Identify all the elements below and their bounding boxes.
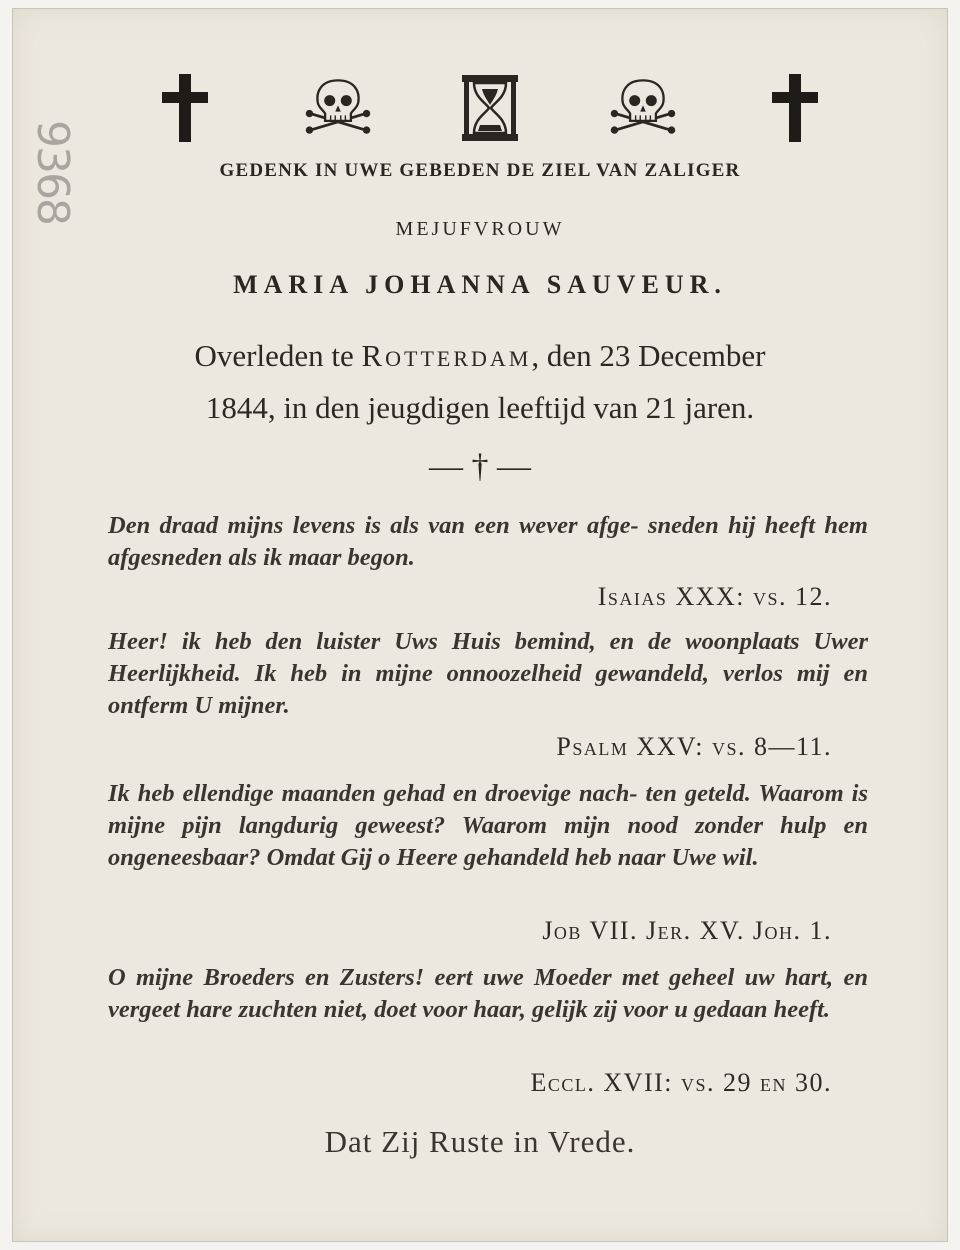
quote-reference: Eccl. XVII: vs. 29 en 30. <box>530 1068 832 1097</box>
skull-crossbones-icon <box>303 73 373 143</box>
pencil-margin-note: 9368 <box>27 120 78 224</box>
quote-text: Ik heb ellendige maanden gehad en droevige nach- ten geteld. Waarom is mijne pijn langdurig geweest? Waarom mijn nood zonder hulp en ongeneesbaar? Omdat Gij o Heere gehandeld heb naar Uwe wil. <box>108 780 868 871</box>
quote-text: Heer! ik heb den luister Uws Huis bemind, en de woonplaats Uwer Heerlijkheid. Ik heb in mijne onnoozelheid gewandeld, verlos mij en ontferm U mijner. <box>108 628 868 719</box>
quote-reference: Isaias XXX: vs. 12. <box>597 582 832 611</box>
deceased-name: MARIA JOHANNA SAUVEUR. <box>233 270 727 299</box>
closing-blessing: Dat Zij Ruste in Vrede. <box>324 1124 636 1159</box>
quote-reference: Psalm XXV: vs. 8—11. <box>556 732 832 761</box>
skull-crossbones-icon <box>608 73 678 143</box>
quote-text: Den draad mijns levens is als van een wever afge- sneden hij heeft hem afgesneden als ik maar begon. <box>108 512 868 571</box>
hourglass-icon <box>455 73 525 143</box>
cross-divider: — † — <box>429 448 531 485</box>
death-notice-line-2: 1844, in den jeugdigen leeftijd van 21 jaren. <box>205 390 755 425</box>
cross-icon <box>760 73 830 143</box>
death-city: Rotterdam <box>361 338 532 373</box>
remember-line: GEDENK IN UWE GEBEDEN DE ZIEL VAN ZALIGER <box>219 160 741 181</box>
death-notice-line-1: Overleden te Rotterdam, den 23 December <box>194 338 766 373</box>
quote-reference: Job VII. Jer. XV. Joh. 1. <box>542 916 832 945</box>
memorial-card <box>12 8 948 1242</box>
mourning-symbols-row <box>150 68 830 148</box>
honorific-title: MEJUFVROUW <box>395 218 565 240</box>
quote-text: O mijne Broeders en Zusters! eert uwe Moeder met geheel uw hart, en vergeet hare zuchten niet, doet voor haar, gelijk zij voor u gedaan heeft. <box>108 964 868 1023</box>
death-notice <box>0 330 960 434</box>
cross-icon <box>150 73 220 143</box>
